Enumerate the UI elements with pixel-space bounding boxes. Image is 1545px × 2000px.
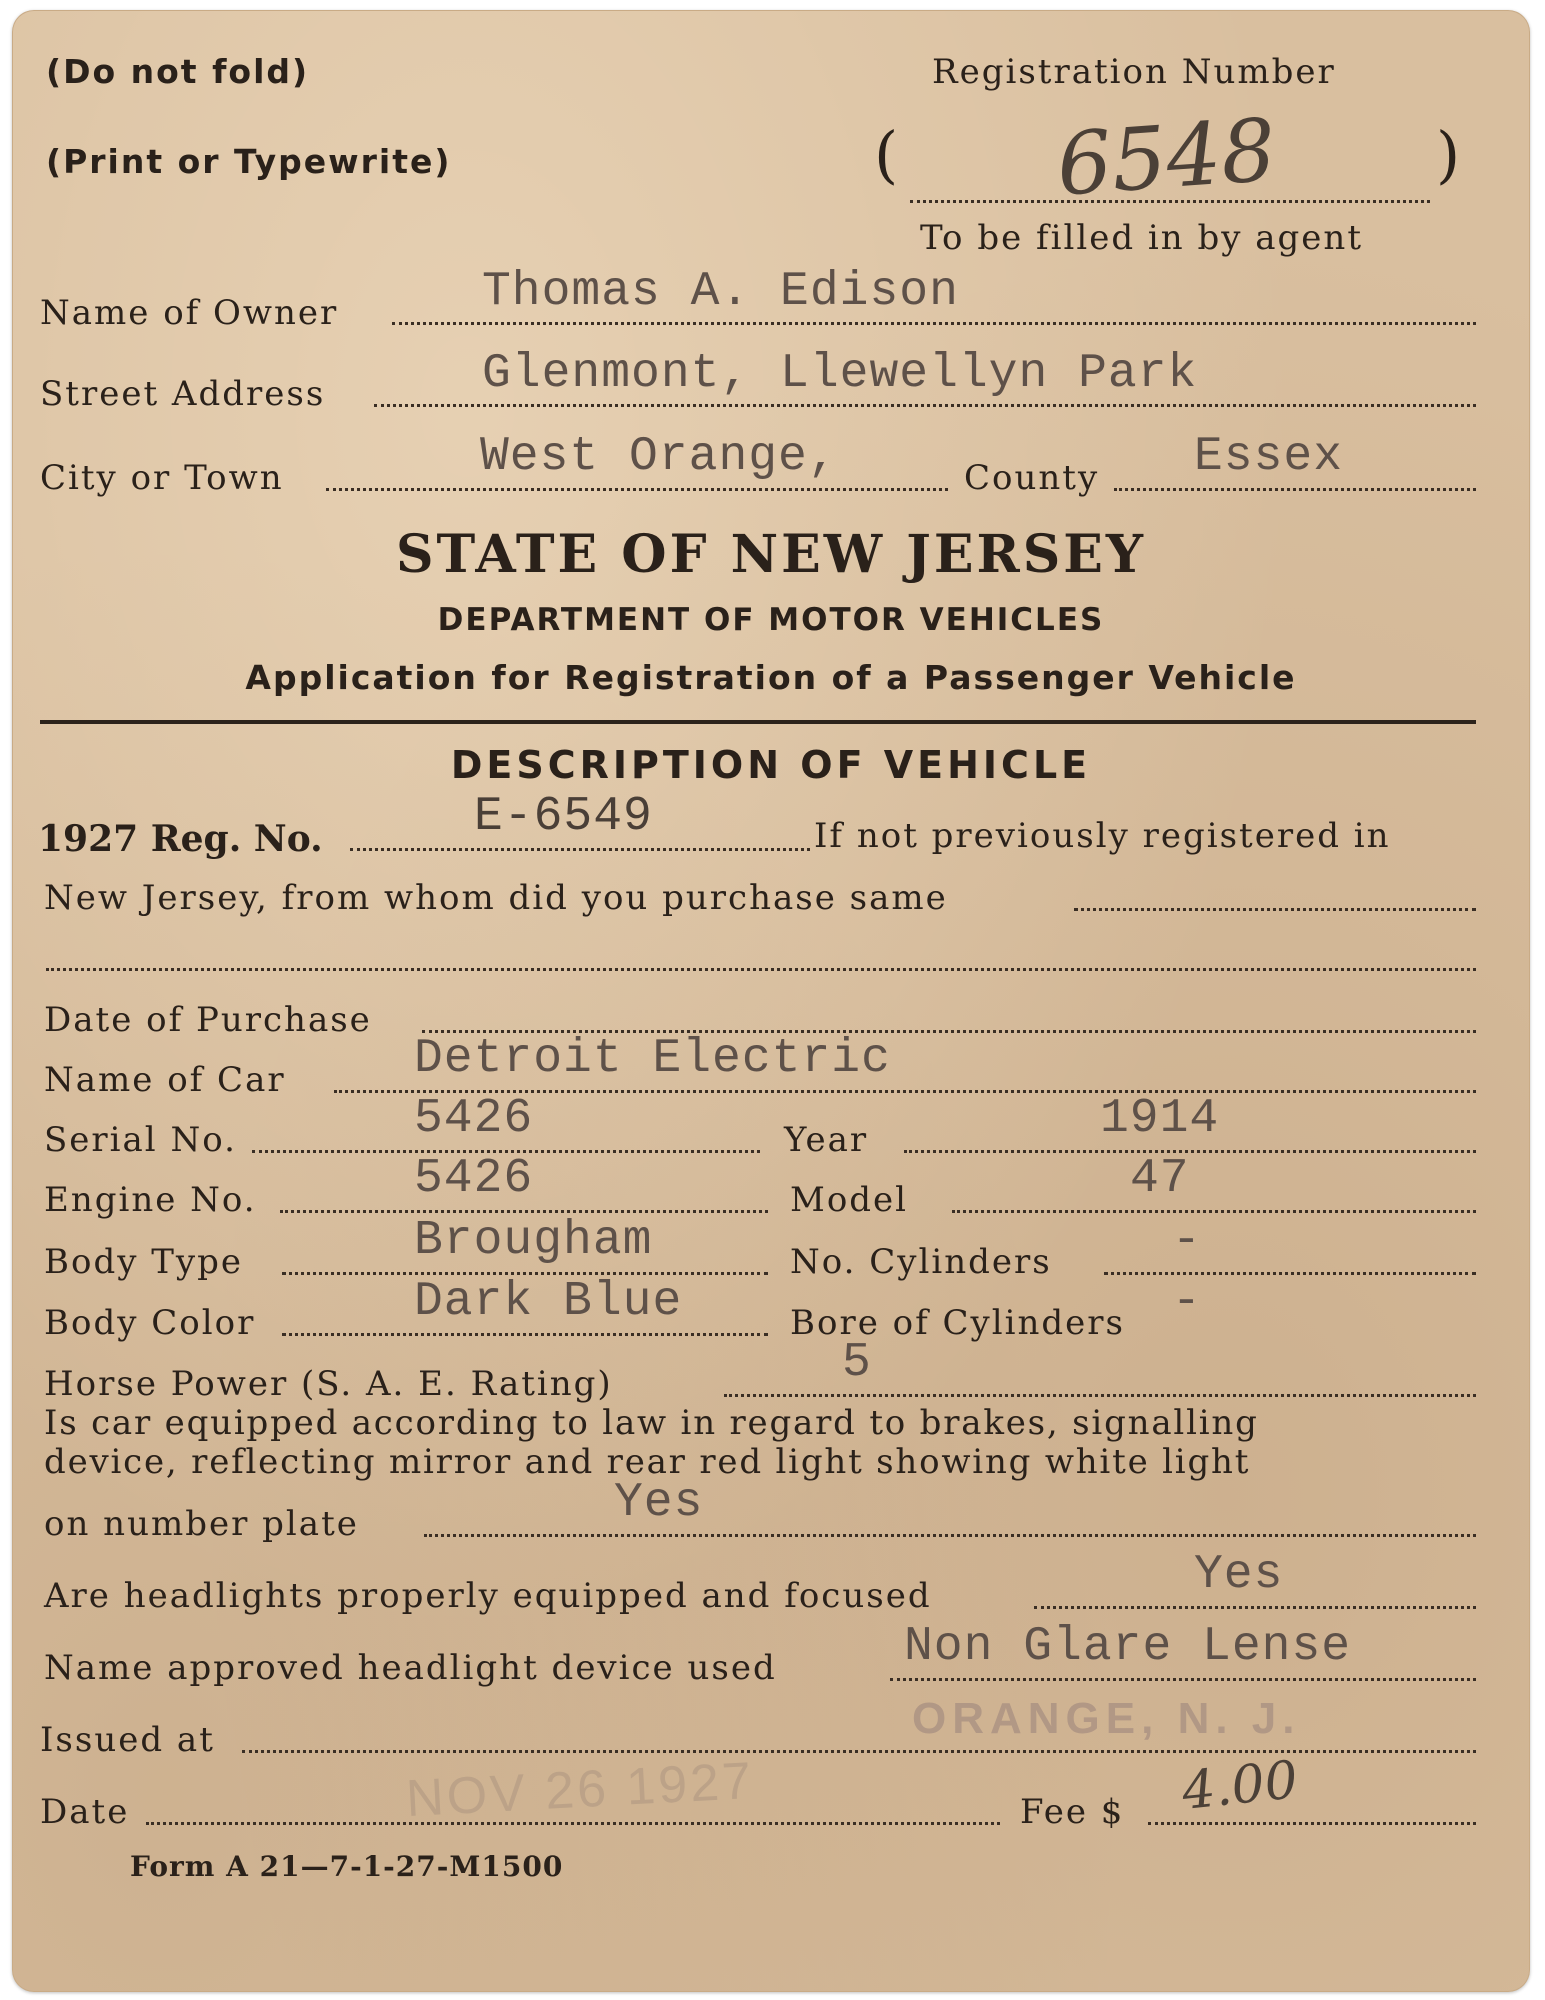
- horse-power-label: Horse Power (S. A. E. Rating): [44, 1364, 613, 1404]
- issued-at-stamp: ORANGE, N. J.: [912, 1694, 1301, 1743]
- equipment-question: Is car equipped according to law in regard to brakes, signalling: [44, 1403, 1259, 1443]
- cylinders-line: [1104, 1272, 1476, 1275]
- owner-name-value: Thomas A. Edison: [482, 265, 959, 319]
- name-of-car-value: Detroit Electric: [414, 1032, 891, 1086]
- year-line: [904, 1150, 1476, 1153]
- body-color-label: Body Color: [44, 1303, 256, 1343]
- street-address-label: Street Address: [40, 374, 326, 414]
- print-or-typewrite-note: (Print or Typewrite): [46, 142, 452, 181]
- application-title: Application for Registration of a Passenger Vehicle: [245, 658, 1297, 697]
- do-not-fold-note: (Do not fold): [46, 52, 310, 91]
- equipment-question-end: on number plate: [44, 1504, 359, 1544]
- registration-paren-open: (: [874, 118, 901, 191]
- registration-number-label: Registration Number: [932, 52, 1336, 92]
- year-label: Year: [784, 1120, 869, 1160]
- cylinders-value: -: [1172, 1214, 1202, 1268]
- horse-power-value: 5: [842, 1336, 872, 1390]
- headlights-line: [1034, 1606, 1476, 1609]
- body-type-value: Brougham: [414, 1214, 653, 1268]
- county-line: [1114, 488, 1476, 491]
- city-value: West Orange,: [480, 430, 838, 484]
- registration-paren-close: ): [1436, 118, 1463, 191]
- purchase-from-question-cont: New Jersey, from whom did you purchase same: [44, 878, 948, 918]
- body-color-value: Dark Blue: [414, 1275, 683, 1329]
- bore-label: Bore of Cylinders: [790, 1303, 1125, 1343]
- model-line: [952, 1210, 1476, 1213]
- purchase-from-line: [1074, 908, 1476, 911]
- county-value: Essex: [1194, 430, 1344, 484]
- fee-value: 4.00: [1179, 1750, 1301, 1822]
- equipment-value: Yes: [614, 1476, 704, 1530]
- date-of-purchase-label: Date of Purchase: [44, 1000, 372, 1040]
- owner-name-line: [392, 322, 1476, 325]
- fee-line: [1148, 1822, 1476, 1825]
- year-value: 1914: [1100, 1092, 1220, 1146]
- body-color-line: [282, 1333, 768, 1336]
- engine-no-line: [280, 1210, 768, 1213]
- horse-power-line: [724, 1394, 1476, 1397]
- headlights-value: Yes: [1194, 1548, 1284, 1602]
- serial-no-label: Serial No.: [44, 1120, 237, 1160]
- owner-name-label: Name of Owner: [40, 293, 339, 333]
- serial-no-value: 5426: [414, 1092, 534, 1146]
- reg-no-line: [350, 848, 810, 851]
- model-label: Model: [790, 1180, 909, 1220]
- county-label: County: [964, 458, 1100, 498]
- name-of-car-label: Name of Car: [44, 1060, 286, 1100]
- cylinders-label: No. Cylinders: [790, 1242, 1052, 1282]
- issued-at-label: Issued at: [40, 1720, 215, 1760]
- headlight-device-label: Name approved headlight device used: [44, 1648, 777, 1688]
- city-line: [326, 488, 948, 491]
- date-label: Date: [40, 1792, 130, 1832]
- bore-value: -: [1172, 1275, 1202, 1329]
- vehicle-section-title: DESCRIPTION OF VEHICLE: [450, 743, 1092, 787]
- street-address-line: [374, 404, 1476, 407]
- state-title: STATE OF NEW JERSEY: [395, 524, 1147, 585]
- date-line: [146, 1822, 1000, 1825]
- reg-no-value: E-6549: [474, 790, 653, 844]
- headlight-device-value: Non Glare Lense: [904, 1620, 1352, 1674]
- title-divider: [40, 720, 1476, 724]
- department-title: DEPARTMENT OF MOTOR VEHICLES: [437, 602, 1105, 638]
- engine-no-label: Engine No.: [44, 1180, 257, 1220]
- model-value: 47: [1130, 1152, 1190, 1206]
- fee-label: Fee $: [1020, 1792, 1125, 1832]
- purchase-from-question: If not previously registered in: [814, 816, 1391, 856]
- equipment-line: [424, 1534, 1476, 1537]
- purchase-from-line-2: [46, 968, 1476, 971]
- headlights-question: Are headlights properly equipped and focused: [44, 1576, 932, 1616]
- date-stamp: NOV 26 1927: [404, 1751, 756, 1829]
- reg-no-label: 1927 Reg. No.: [38, 818, 323, 860]
- equipment-question-cont: device, reflecting mirror and rear red light showing white light: [44, 1442, 1251, 1482]
- form-number: Form A 21—7-1-27-M1500: [130, 1850, 564, 1883]
- registration-card: [12, 10, 1530, 1992]
- street-address-value: Glenmont, Llewellyn Park: [482, 347, 1198, 401]
- body-type-label: Body Type: [44, 1242, 244, 1282]
- headlight-device-line: [890, 1678, 1476, 1681]
- engine-no-value: 5426: [414, 1152, 534, 1206]
- registration-number-value: 6548: [1053, 100, 1280, 216]
- filled-by-agent-note: To be filled in by agent: [920, 218, 1363, 258]
- city-label: City or Town: [40, 458, 284, 498]
